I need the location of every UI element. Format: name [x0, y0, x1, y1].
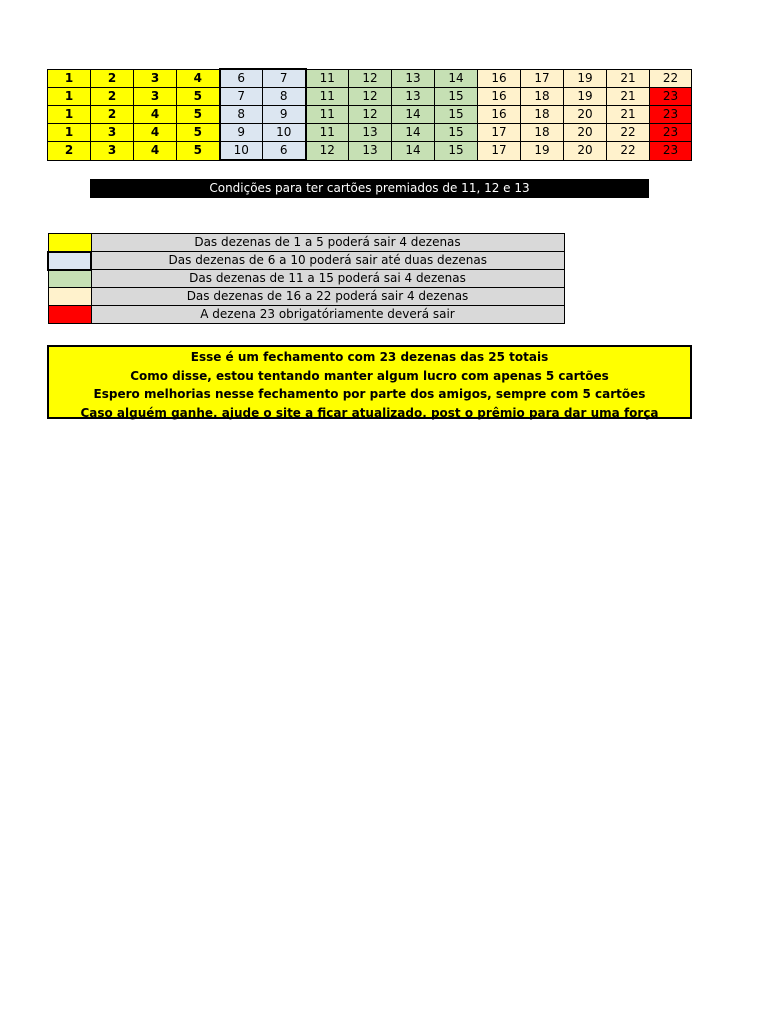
- legend-row: [48, 288, 564, 306]
- grid-cell: 10: [263, 124, 306, 142]
- grid-cell: 17: [478, 124, 521, 142]
- grid-cell: 13: [392, 88, 435, 106]
- grid-cell: 23: [650, 142, 692, 161]
- grid-cell: 9: [263, 106, 306, 124]
- grid-cell: 2: [48, 142, 91, 161]
- grid-row: [48, 106, 692, 124]
- note-line: Esse é um fechamento com 23 dezenas das 25 totais: [190, 350, 549, 364]
- grid-cell: 11: [306, 124, 349, 142]
- legend-swatch-peach: [48, 288, 91, 306]
- grid-cell: 7: [220, 88, 263, 106]
- grid-row: [48, 124, 692, 142]
- grid-cell: 19: [564, 69, 607, 88]
- conditions-banner: Condições para ter cartões premiados de 11, 12 e 13: [90, 179, 649, 198]
- legend-row: [48, 270, 564, 288]
- numbers-grid: [47, 68, 692, 161]
- grid-cell: 6: [220, 69, 263, 88]
- grid-cell: 3: [91, 124, 134, 142]
- grid-cell: 11: [306, 69, 349, 88]
- grid-cell: 2: [91, 106, 134, 124]
- grid-cell: 9: [220, 124, 263, 142]
- grid-cell: 22: [607, 124, 650, 142]
- grid-row: [48, 142, 692, 161]
- grid-row: [48, 88, 692, 106]
- grid-cell: 12: [306, 142, 349, 161]
- legend-swatch-yellow: [48, 234, 91, 252]
- grid-cell: 14: [435, 69, 478, 88]
- grid-cell: 16: [478, 106, 521, 124]
- legend-text: Das dezenas de 16 a 22 poderá sair 4 dezenas: [91, 288, 564, 306]
- grid-cell: 1: [48, 106, 91, 124]
- legend-row: [48, 252, 564, 270]
- grid-cell: 2: [91, 69, 134, 88]
- grid-cell: 5: [177, 124, 220, 142]
- grid-cell: 14: [392, 142, 435, 161]
- grid-cell: 8: [220, 106, 263, 124]
- grid-cell: 1: [48, 69, 91, 88]
- grid-cell: 1: [48, 124, 91, 142]
- grid-cell: 23: [650, 106, 692, 124]
- legend-row: [48, 234, 564, 252]
- grid-cell: 3: [91, 142, 134, 161]
- legend-text: A dezena 23 obrigatóriamente deverá sair: [91, 306, 564, 324]
- legend-text: Das dezenas de 11 a 15 poderá sai 4 dezenas: [91, 270, 564, 288]
- grid-cell: 12: [349, 106, 392, 124]
- grid-cell: 18: [521, 106, 564, 124]
- grid-cell: 8: [263, 88, 306, 106]
- grid-cell: 21: [607, 88, 650, 106]
- grid-cell: 15: [435, 106, 478, 124]
- legend-text: Das dezenas de 6 a 10 poderá sair até duas dezenas: [91, 252, 564, 270]
- grid-cell: 23: [650, 124, 692, 142]
- grid-cell: 11: [306, 88, 349, 106]
- grid-cell: 4: [134, 142, 177, 161]
- grid-cell: 18: [521, 88, 564, 106]
- legend-row: [48, 306, 564, 324]
- grid-cell: 1: [48, 88, 91, 106]
- grid-cell: 5: [177, 142, 220, 161]
- grid-cell: 18: [521, 124, 564, 142]
- grid-cell: 20: [564, 124, 607, 142]
- grid-cell: 11: [306, 106, 349, 124]
- grid-cell: 12: [349, 88, 392, 106]
- grid-row: [48, 69, 692, 88]
- note-line: Caso alguém ganhe, ajude o site a ficar atualizado, post o prêmio para dar uma força: [80, 405, 659, 420]
- grid-cell: 4: [177, 69, 220, 88]
- grid-cell: 4: [134, 106, 177, 124]
- grid-cell: 22: [607, 142, 650, 161]
- grid-cell: 21: [607, 106, 650, 124]
- legend-table: [47, 233, 565, 324]
- grid-cell: 20: [564, 106, 607, 124]
- grid-cell: 21: [607, 69, 650, 88]
- note-box: [47, 345, 692, 419]
- legend-text: Das dezenas de 1 a 5 poderá sair 4 dezenas: [91, 234, 564, 252]
- grid-cell: 5: [177, 106, 220, 124]
- grid-cell: 16: [478, 69, 521, 88]
- grid-cell: 15: [435, 142, 478, 161]
- grid-cell: 5: [177, 88, 220, 106]
- grid-cell: 17: [478, 142, 521, 161]
- grid-cell: 10: [220, 142, 263, 161]
- grid-cell: 14: [392, 124, 435, 142]
- grid-cell: 17: [521, 69, 564, 88]
- grid-cell: 2: [91, 88, 134, 106]
- grid-cell: 3: [134, 69, 177, 88]
- grid-cell: 12: [349, 69, 392, 88]
- grid-cell: 14: [392, 106, 435, 124]
- legend-swatch-green: [48, 270, 91, 288]
- grid-cell: 19: [564, 88, 607, 106]
- grid-cell: 13: [349, 124, 392, 142]
- note-line: Como disse, estou tentando manter algum lucro com apenas 5 cartões: [130, 368, 609, 383]
- grid-cell: 7: [263, 69, 306, 88]
- grid-cell: 23: [650, 88, 692, 106]
- grid-cell: 16: [478, 88, 521, 106]
- grid-cell: 15: [435, 88, 478, 106]
- legend-swatch-blue: [48, 252, 91, 270]
- grid-cell: 19: [521, 142, 564, 161]
- grid-cell: 13: [392, 69, 435, 88]
- grid-cell: 4: [134, 124, 177, 142]
- grid-cell: 22: [650, 69, 692, 88]
- grid-cell: 6: [263, 142, 306, 161]
- grid-cell: 15: [435, 124, 478, 142]
- note-line: Espero melhorias nesse fechamento por parte dos amigos, sempre com 5 cartões: [93, 387, 646, 401]
- grid-cell: 20: [564, 142, 607, 161]
- legend-swatch-red: [48, 306, 91, 324]
- grid-cell: 13: [349, 142, 392, 161]
- grid-cell: 3: [134, 88, 177, 106]
